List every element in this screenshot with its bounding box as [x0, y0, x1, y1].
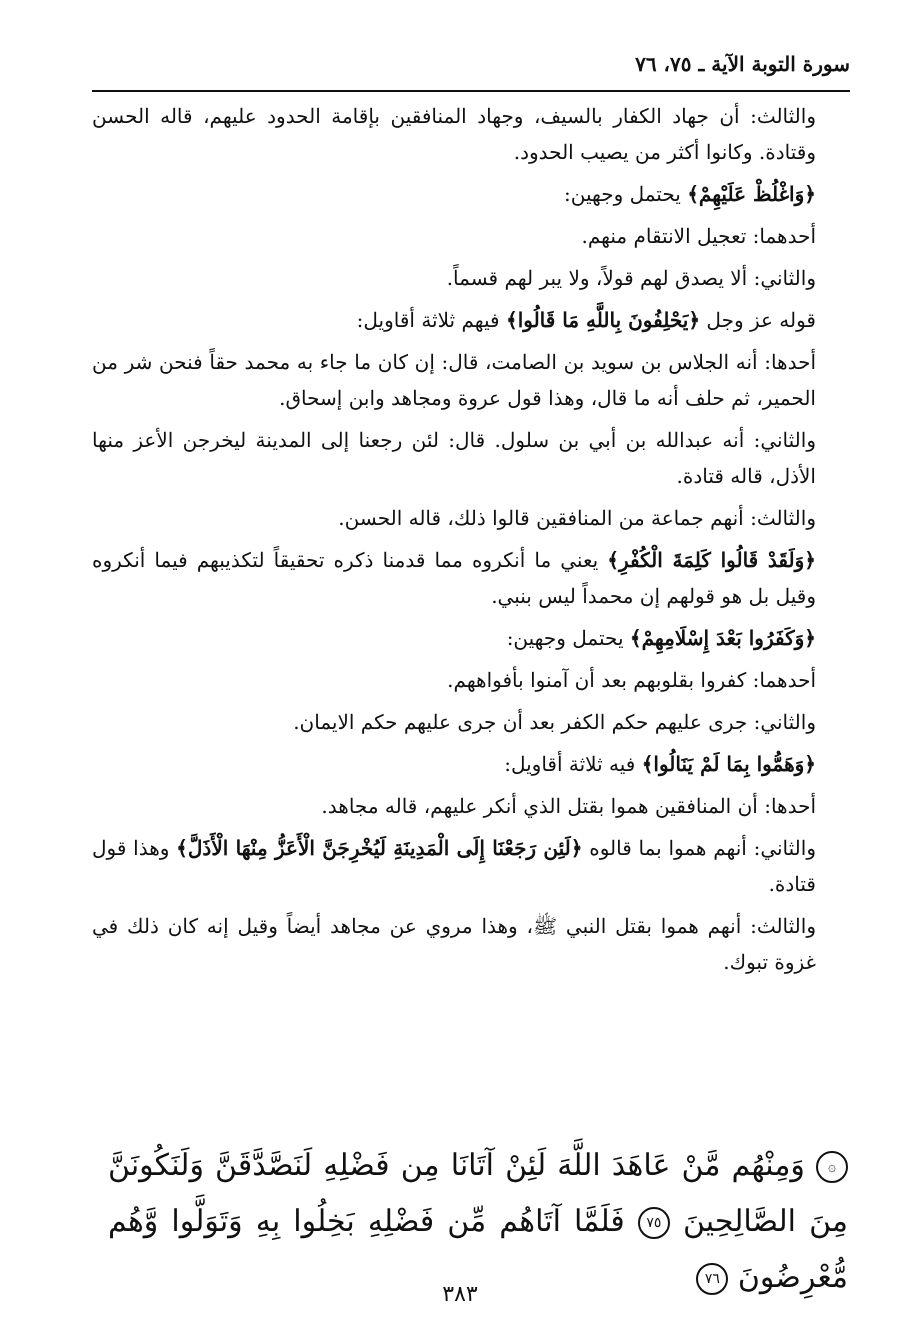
header-title: سورة التوبة الآية ـ ٧٥، ٧٦ [635, 52, 850, 76]
commentary-paragraph [92, 620, 850, 656]
commentary-paragraph [92, 542, 850, 614]
commentary-body [92, 98, 850, 986]
paragraph-text: أنهم جماعة من المنافقين قالوا ذلك، قاله الحسن. [338, 506, 751, 530]
commentary-paragraph [92, 344, 850, 416]
quran-verse-block [108, 1138, 848, 1306]
quran-quote: ﴿يَحْلِفُونَ بِاللَّهِ مَا قَالُوا﴾ [505, 308, 701, 332]
paragraph-label: أحدهما: [752, 224, 816, 248]
quran-quote: ﴿وَهَمُّوا بِمَا لَمْ يَنَالُوا﴾ [641, 752, 816, 776]
commentary-paragraph [92, 176, 850, 212]
paragraph-text: أنه الجلاس بن سويد بن الصامت، قال: إن كان ما جاء به محمد حقاً فنحن شر من الحمير، ثم حلف أنه ما قال، وهذا قول عروة ومجاهد وابن إسحاق. [92, 350, 816, 410]
verse-text-75: وَمِنْهُم مَّنْ عَاهَدَ اللَّهَ لَئِنْ آتَانَا مِن فَضْلِهِ لَنَصَّدَّقَنَّ وَلَنَكُونَنَّ مِنَ الصَّالِحِينَ [108, 1148, 848, 1239]
paragraph-label: والثاني: [753, 428, 816, 452]
paragraph-label: والثاني: [753, 266, 816, 290]
paragraph-text: ألا يصدق لهم قولاً، ولا يبر لهم قسماً. [446, 266, 754, 290]
paragraph-text: فيهم ثلاثة أقاويل: [356, 308, 506, 332]
commentary-paragraph [92, 422, 850, 494]
paragraph-text: يحتمل وجهين: [564, 182, 688, 206]
commentary-paragraph [92, 830, 850, 902]
paragraph-label: والثاني: [753, 836, 816, 860]
commentary-paragraph [92, 98, 850, 170]
paragraph-label: والثالث: [750, 506, 816, 530]
lead-text: قوله عز وجل [700, 308, 816, 332]
paragraph-label: والثاني: [753, 710, 816, 734]
verse-number-75: ٧٥ [638, 1207, 670, 1239]
paragraph-text: فيه ثلاثة أقاويل: [504, 752, 642, 776]
verse-number-76: ٧٦ [696, 1263, 728, 1295]
commentary-paragraph [92, 908, 850, 980]
commentary-paragraph [92, 746, 850, 782]
paragraph-text: يعني ما أنكروه مما قدمنا ذكره تحقيقاً لتكذيبهم فيما أنكروه وقيل بل هو قولهم إن محمداً ليس بنبي. [92, 548, 816, 608]
paragraph-text: أن المنافقين هموا بقتل الذي أنكر عليهم، قاله مجاهد. [321, 794, 765, 818]
paragraph-text: أنه عبدالله بن أبي بن سلول. قال: لئن رجعنا إلى المدينة ليخرجن الأعز منها الأذل، قاله قتادة. [92, 428, 816, 488]
paragraph-text: أنهم هموا بما قالوه [582, 836, 754, 860]
paragraph-label: أحدهما: [752, 668, 816, 692]
verse-text-76: فَلَمَّا آتَاهُم مِّن فَضْلِهِ بَخِلُوا بِهِ وَتَوَلَّوا وَّهُم مُّعْرِضُونَ [108, 1204, 848, 1295]
verse-ornament-icon: ۞ [816, 1151, 848, 1183]
paragraph-label: أحدها: [764, 350, 816, 374]
paragraph-text: جرى عليهم حكم الكفر بعد أن جرى عليهم حكم الايمان. [293, 710, 754, 734]
commentary-paragraph [92, 662, 850, 698]
quran-quote: ﴿وَلَقَدْ قَالُوا كَلِمَةَ الْكُفْرِ﴾ [607, 548, 817, 572]
paragraph-text: كفروا بقلوبهم بعد أن آمنوا بأفواههم. [447, 668, 753, 692]
header-rule [92, 90, 850, 92]
trailing-text: وهذا قول قتادة. [92, 836, 816, 896]
commentary-paragraph [92, 302, 850, 338]
paragraph-label: والثالث: [750, 914, 816, 938]
paragraph-text: يحتمل وجهين: [506, 626, 630, 650]
quran-quote: ﴿وَكَفَرُوا بَعْدَ إِسْلَامِهِمْ﴾ [629, 626, 816, 650]
paragraph-text: أن جهاد الكفار بالسيف، وجهاد المنافقين بإقامة الحدود عليهم، قاله الحسن وقتادة. وكانوا أكثر من يصيب الحدود. [92, 104, 816, 164]
commentary-paragraph [92, 788, 850, 824]
quran-quote: ﴿وَاغْلُظْ عَلَيْهِمْ﴾ [687, 182, 816, 206]
commentary-paragraph [92, 260, 850, 296]
paragraph-label: والثالث: [750, 104, 816, 128]
paragraph-text: أنهم هموا بقتل النبي ﷺ، وهذا مروي عن مجاهد أيضاً وقيل إنه كان ذلك في غزوة تبوك. [92, 914, 816, 974]
paragraph-label: أحدها: [764, 794, 816, 818]
page-number: ٣٨٣ [442, 1282, 478, 1307]
commentary-paragraph [92, 704, 850, 740]
paragraph-text: تعجيل الانتقام منهم. [581, 224, 753, 248]
running-header [92, 50, 850, 86]
quran-quote: ﴿لَئِن رَجَعْنَا إِلَى الْمَدِينَةِ لَيُخْرِجَنَّ الْأَعَزُّ مِنْهَا الْأَذَلَّ﴾ [176, 836, 583, 860]
commentary-paragraph [92, 218, 850, 254]
commentary-paragraph [92, 500, 850, 536]
